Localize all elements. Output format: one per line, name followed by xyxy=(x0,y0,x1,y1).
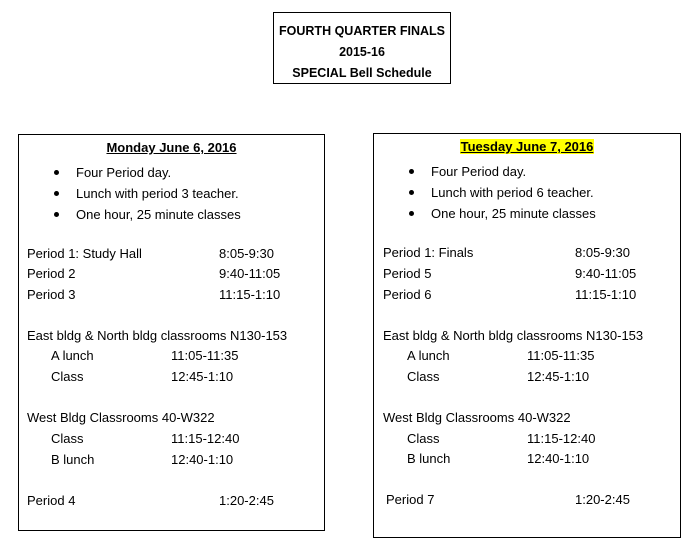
period-3-label: Period 3 xyxy=(27,287,76,302)
bullet-dot-icon xyxy=(54,212,59,217)
bullet-text: Lunch with period 6 teacher. xyxy=(431,185,594,200)
bullet-text: Four Period day. xyxy=(76,165,172,180)
bullet-text: Four Period day. xyxy=(431,164,527,179)
west-class-time: 11:15-12:40 xyxy=(171,431,240,446)
west-class-time: 11:15-12:40 xyxy=(527,431,596,446)
tuesday-schedule-panel xyxy=(373,133,681,538)
bullet-text: One hour, 25 minute classes xyxy=(76,207,241,222)
period-3-time: 11:15-1:10 xyxy=(575,287,637,302)
final-period-time: 1:20-2:45 xyxy=(219,493,274,508)
period-1-time: 8:05-9:30 xyxy=(219,246,274,261)
monday-schedule-panel xyxy=(18,134,325,531)
west-b-lunch-label: B lunch xyxy=(51,452,95,467)
period-3-label: Period 6 xyxy=(383,287,432,302)
west-b-lunch-time: 12:40-1:10 xyxy=(171,452,234,467)
bullet-dot-icon xyxy=(409,190,414,195)
east-class-label: Class xyxy=(407,369,440,384)
east-class-label: Class xyxy=(51,369,84,384)
bullet-text: Lunch with period 3 teacher. xyxy=(76,186,239,201)
west-bldg-heading: West Bldg Classrooms 40-W322 xyxy=(27,410,215,425)
bullet-dot-icon xyxy=(409,211,414,216)
bullet-item xyxy=(374,203,680,224)
bullet-text: One hour, 25 minute classes xyxy=(431,206,596,221)
east-a-lunch-label: A lunch xyxy=(51,348,94,363)
tuesday-header xyxy=(374,139,680,155)
east-bldg-heading: East bldg & North bldg classrooms N130-153 xyxy=(27,328,288,343)
bullet-item xyxy=(19,204,324,225)
east-bldg-heading: East bldg & North bldg classrooms N130-153 xyxy=(383,328,644,343)
bullet-item xyxy=(374,161,680,182)
east-a-lunch-time: 11:05-11:35 xyxy=(527,348,595,363)
period-1-label: Period 1: Finals xyxy=(383,245,474,260)
period-1-time: 8:05-9:30 xyxy=(575,245,630,260)
monday-bullet-list xyxy=(19,162,324,225)
title-line-2: 2015-16 xyxy=(339,45,385,59)
document-title-box xyxy=(273,12,451,84)
bullet-item xyxy=(19,162,324,183)
period-3-time: 11:15-1:10 xyxy=(219,287,281,302)
west-class-label: Class xyxy=(51,431,84,446)
period-1-label: Period 1: Study Hall xyxy=(27,246,142,261)
period-2-time: 9:40-11:05 xyxy=(219,266,281,281)
title-line-3: SPECIAL Bell Schedule xyxy=(292,66,432,80)
final-period-label: Period 7 xyxy=(386,492,435,507)
period-2-label: Period 2 xyxy=(27,266,76,281)
west-bldg-heading: West Bldg Classrooms 40-W322 xyxy=(383,410,571,425)
period-2-label: Period 5 xyxy=(383,266,432,281)
west-class-label: Class xyxy=(407,431,440,446)
tuesday-header-text: Tuesday June 7, 2016 xyxy=(460,139,594,154)
monday-header-text: Monday June 6, 2016 xyxy=(106,140,237,155)
west-b-lunch-time: 12:40-1:10 xyxy=(527,451,590,466)
east-a-lunch-time: 11:05-11:35 xyxy=(171,348,239,363)
bullet-item xyxy=(374,182,680,203)
tuesday-bullet-list xyxy=(374,161,680,224)
east-class-time: 12:45-1:10 xyxy=(171,369,234,384)
final-period-label: Period 4 xyxy=(27,493,76,508)
east-a-lunch-label: A lunch xyxy=(407,348,450,363)
final-period-time: 1:20-2:45 xyxy=(575,492,630,507)
bullet-dot-icon xyxy=(54,170,59,175)
title-line-1: FOURTH QUARTER FINALS xyxy=(279,24,445,38)
bullet-dot-icon xyxy=(409,169,414,174)
east-class-time: 12:45-1:10 xyxy=(527,369,590,384)
bullet-dot-icon xyxy=(54,191,59,196)
period-2-time: 9:40-11:05 xyxy=(575,266,637,281)
bullet-item xyxy=(19,183,324,204)
west-b-lunch-label: B lunch xyxy=(407,451,451,466)
monday-header xyxy=(19,140,324,156)
